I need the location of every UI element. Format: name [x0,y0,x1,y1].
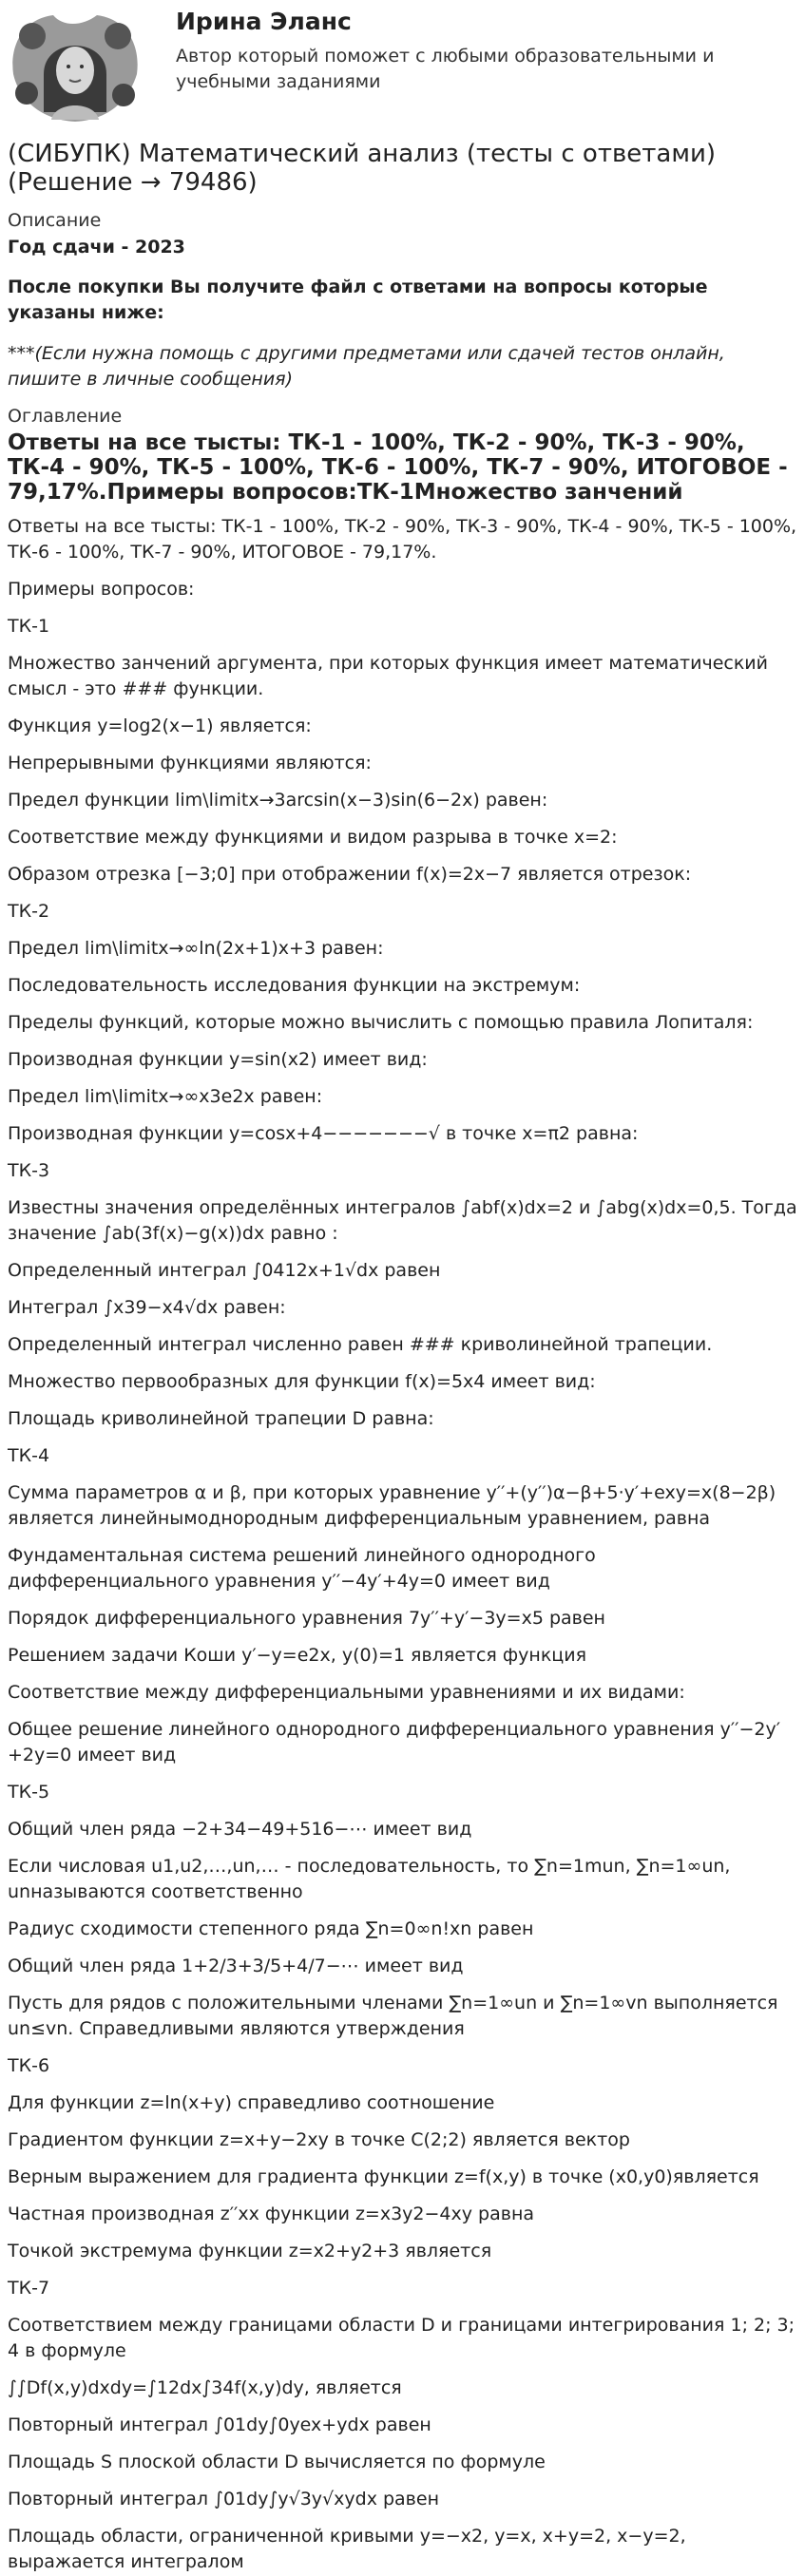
question-item: Для функции z=ln(x+y) справедливо соотношение [8,2092,495,2113]
author-avatar[interactable] [6,8,144,125]
question-item: Общий член ряда −2+34−49+516−⋯ имеет вид [8,1819,472,1840]
question-item: Производная функции y=sin(x2) имеет вид: [8,1049,428,1070]
author-card [0,0,805,143]
question-item: Предел lim\limitx→∞ln(2x+1)x+3 равен: [8,938,384,959]
help-note-text: (Если нужна помощь с другими предметами или сдачей тестов онлайн, пишите в личные сообщения) [8,343,725,390]
author-name[interactable]: Ирина Эланс [176,8,352,35]
section-heading: ТК-5 [8,1782,50,1803]
content-line: Примеры вопросов: [8,579,195,600]
description-label: Описание [8,210,102,231]
question-item: Решением задачи Коши y′−y=e2x, y(0)=1 является функция [8,1645,587,1666]
question-item: Частная производная z′′xx функции z=x3y2−4xy равна [8,2204,535,2224]
question-item: Определенный интеграл ∫0412x+1√dx равен [8,1260,441,1281]
section-heading: ТК-2 [8,901,50,922]
question-item: Фундаментальная система решений линейного однородного дифференциального уравнения y′′−4y′+4y=0 имеет вид [8,1545,596,1592]
section-heading: ТК-4 [8,1445,50,1466]
question-item: Множество первообразных для функции f(x)=5x4 имеет вид: [8,1371,596,1392]
question-item: Соответствие между функциями и видом разрыва в точке x=2: [8,827,618,848]
question-item: Градиентом функции z=x+y−2xy в точке C(2;2) является вектор [8,2129,630,2150]
question-item: Верным выражением для градиента функции z=f(x,y) в точке (x0,y0)является [8,2166,759,2187]
question-item: Соответствие между дифференциальными уравнениями и их видами: [8,1682,685,1703]
question-item: Функция y=log2(x−1) является: [8,716,312,736]
question-item: Точкой экстремума функции z=x2+y2+3 является [8,2241,492,2261]
toc-label: Оглавление [8,406,123,427]
question-item: Производная функции y=cosx+4−−−−−−−√ в точке x=π2 равна: [8,1123,639,1144]
question-item: Пределы функций, которые можно вычислить с помощью правила Лопиталя: [8,1012,754,1033]
content-line: Ответы на все тысты: ТК-1 - 100%, ТК-2 - 90%, ТК-3 - 90%, ТК-4 - 90%, ТК-5 - 100%, ТК-6 - 100%, ТК-7 - 90%, ИТОГОВОЕ - 79,17%. [8,516,797,563]
submission-year: Год сдачи - 2023 [8,237,185,258]
question-item: ∫∫Df(x,y)dxdy=∫12dx∫34f(x,y)dy, является [8,2377,402,2398]
question-item: Площадь криволинейной трапеции D равна: [8,1408,434,1429]
question-item: Соответствием между границами области D и границами интегрирования 1; 2; 3; 4 в формуле [8,2315,795,2361]
toc-heading: Ответы на все тысты: ТК-1 - 100%, ТК-2 - 90%, ТК-3 - 90%, ТК-4 - 90%, ТК-5 - 100%, ТК-6 - 100%, ТК-7 - 90%, ИТОГОВОЕ - 79,17%.Примеры вопросов:ТК-1Множество занчений [8,430,788,505]
question-item: Если числовая u1,u2,…,un,… - последовательность, то ∑n=1mun, ∑n=1∞un, unназываются соответственно [8,1856,731,1902]
question-item: Порядок дифференциального уравнения 7y′′+y′−3y=x5 равен [8,1608,605,1629]
document-content [8,133,798,2575]
question-item: Интеграл ∫x39−x4√dx равен: [8,1297,286,1318]
question-item: Непрерывными функциями являются: [8,753,372,773]
question-item: Множество занчений аргумента, при которых функция имеет математический смысл - это ### функции. [8,653,769,699]
purchase-note: После покупки Вы получите файл с ответами на вопросы которые указаны ниже: [8,277,708,323]
author-description: Автор который поможет с любыми образовательными и учебными заданиями [176,46,715,92]
help-note-prefix: *** [8,343,35,364]
question-item: Известны значения определённых интегралов ∫abf(x)dx=2 и ∫abg(x)dx=0,5. Тогда значение ∫ab(3f(x)−g(x))dx равно : [8,1197,797,1244]
question-item: Определенный интеграл численно равен ### криволинейной трапеции. [8,1334,713,1355]
question-item: Пусть для рядов с положительными членами ∑n=1∞un и ∑n=1∞vn выполняется un≤vn. Справедливыми являются утверждения [8,1993,778,2039]
question-item: Сумма параметров α и β, при которых уравнение y′′+(y′′)α−β+5⋅y′+exy=x(8−2β) является линейнымоднородным дифференциальным уравнением, равна [8,1482,776,1529]
page-title: (СИБУПК) Математический анализ (тесты с ответами) (Решение → 79486) [8,140,717,197]
question-item: Предел lim\limitx→∞x3e2x равен: [8,1086,323,1107]
section-heading: ТК-6 [8,2055,50,2076]
question-item: Площадь области, ограниченной кривыми y=−x2, y=x, x+y=2, x−y=2, выражается интегралом [8,2526,686,2572]
question-item: Общее решение линейного однородного дифференциального уравнения y′′−2y′+2y=0 имеет вид [8,1719,781,1765]
section-heading: ТК-1 [8,616,50,637]
question-item: Последовательность исследования функции на экстремум: [8,975,581,996]
section-heading: ТК-3 [8,1160,50,1181]
section-heading: ТК-7 [8,2278,50,2299]
question-item: Предел функции lim\limitx→3arcsin(x−3)sin(6−2x) равен: [8,790,548,811]
question-item: Общий член ряда 1+2/3+3/5+4/7−⋯ имеет вид [8,1956,464,1976]
question-item: Повторный интеграл ∫01dy∫0yex+ydx равен [8,2414,431,2435]
question-item: Площадь S плоской области D вычисляется по формуле [8,2452,546,2472]
question-item: Радиус сходимости степенного ряда ∑n=0∞n!xn равен [8,1918,534,1939]
question-item: Повторный интеграл ∫01dy∫y√3y√xydx равен [8,2489,439,2509]
question-item: Образом отрезка [−3;0] при отображении f(x)=2x−7 является отрезок: [8,864,692,885]
help-note [8,341,798,392]
